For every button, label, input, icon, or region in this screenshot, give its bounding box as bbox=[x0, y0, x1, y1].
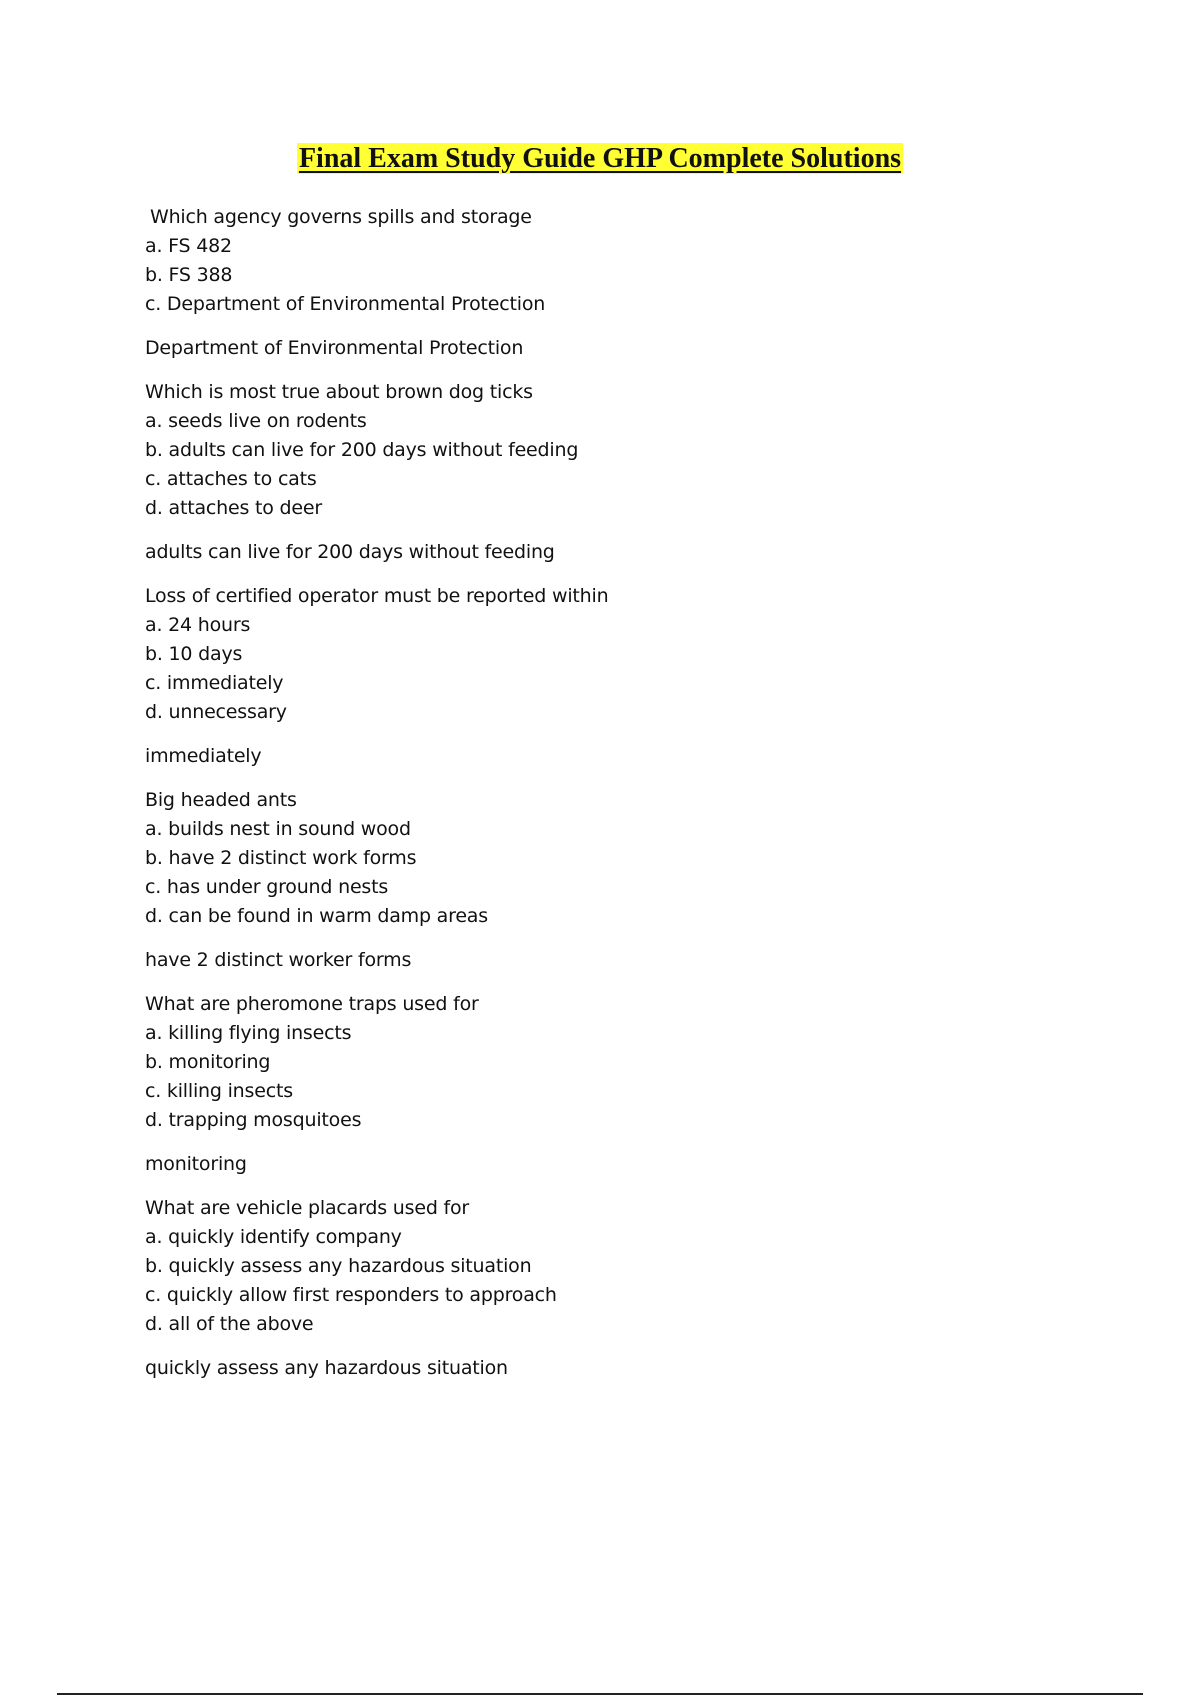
question-block bbox=[145, 378, 1045, 567]
option-c: c. has under ground nests bbox=[145, 876, 389, 898]
answer-text: adults can live for 200 days without feeding bbox=[145, 541, 555, 563]
question-text: Which is most true about brown dog ticks bbox=[145, 381, 533, 403]
option-d: d. unnecessary bbox=[145, 701, 287, 723]
question-text: What are vehicle placards used for bbox=[145, 1197, 470, 1219]
option-a: a. 24 hours bbox=[145, 614, 251, 636]
answer-text: monitoring bbox=[145, 1153, 247, 1175]
option-c: c. killing insects bbox=[145, 1080, 293, 1102]
option-b: b. 10 days bbox=[145, 643, 243, 665]
option-c: c. immediately bbox=[145, 672, 284, 694]
title-container bbox=[0, 142, 1200, 176]
answer-text: Department of Environmental Protection bbox=[145, 337, 524, 359]
question-block bbox=[145, 1194, 1045, 1383]
option-d: d. all of the above bbox=[145, 1313, 314, 1335]
option-d: d. can be found in warm damp areas bbox=[145, 905, 488, 927]
question-text: Loss of certified operator must be reported within bbox=[145, 585, 609, 607]
question-block bbox=[145, 203, 1045, 363]
answer-text: have 2 distinct worker forms bbox=[145, 949, 412, 971]
question-list bbox=[145, 203, 1045, 1398]
question-text: Big headed ants bbox=[145, 789, 297, 811]
bottom-divider bbox=[57, 1693, 1143, 1695]
option-b: b. quickly assess any hazardous situation bbox=[145, 1255, 532, 1277]
answer-text: immediately bbox=[145, 745, 262, 767]
option-b: b. adults can live for 200 days without feeding bbox=[145, 439, 579, 461]
question-text: What are pheromone traps used for bbox=[145, 993, 479, 1015]
option-b: b. have 2 distinct work forms bbox=[145, 847, 417, 869]
answer-text: quickly assess any hazardous situation bbox=[145, 1357, 508, 1379]
option-d: d. attaches to deer bbox=[145, 497, 323, 519]
option-a: a. seeds live on rodents bbox=[145, 410, 367, 432]
option-d: d. trapping mosquitoes bbox=[145, 1109, 362, 1131]
option-c: c. quickly allow first responders to approach bbox=[145, 1284, 557, 1306]
option-b: b. monitoring bbox=[145, 1051, 271, 1073]
document-title: Final Exam Study Guide GHP Complete Solutions bbox=[298, 143, 902, 174]
option-a: a. quickly identify company bbox=[145, 1226, 402, 1248]
question-block bbox=[145, 786, 1045, 975]
option-c: c. Department of Environmental Protection bbox=[145, 293, 546, 315]
option-a: a. builds nest in sound wood bbox=[145, 818, 411, 840]
question-block bbox=[145, 990, 1045, 1179]
question-block bbox=[145, 582, 1045, 771]
option-a: a. FS 482 bbox=[145, 235, 232, 257]
option-c: c. attaches to cats bbox=[145, 468, 317, 490]
question-text: Which agency governs spills and storage bbox=[150, 206, 532, 228]
option-b: b. FS 388 bbox=[145, 264, 233, 286]
option-a: a. killing flying insects bbox=[145, 1022, 352, 1044]
